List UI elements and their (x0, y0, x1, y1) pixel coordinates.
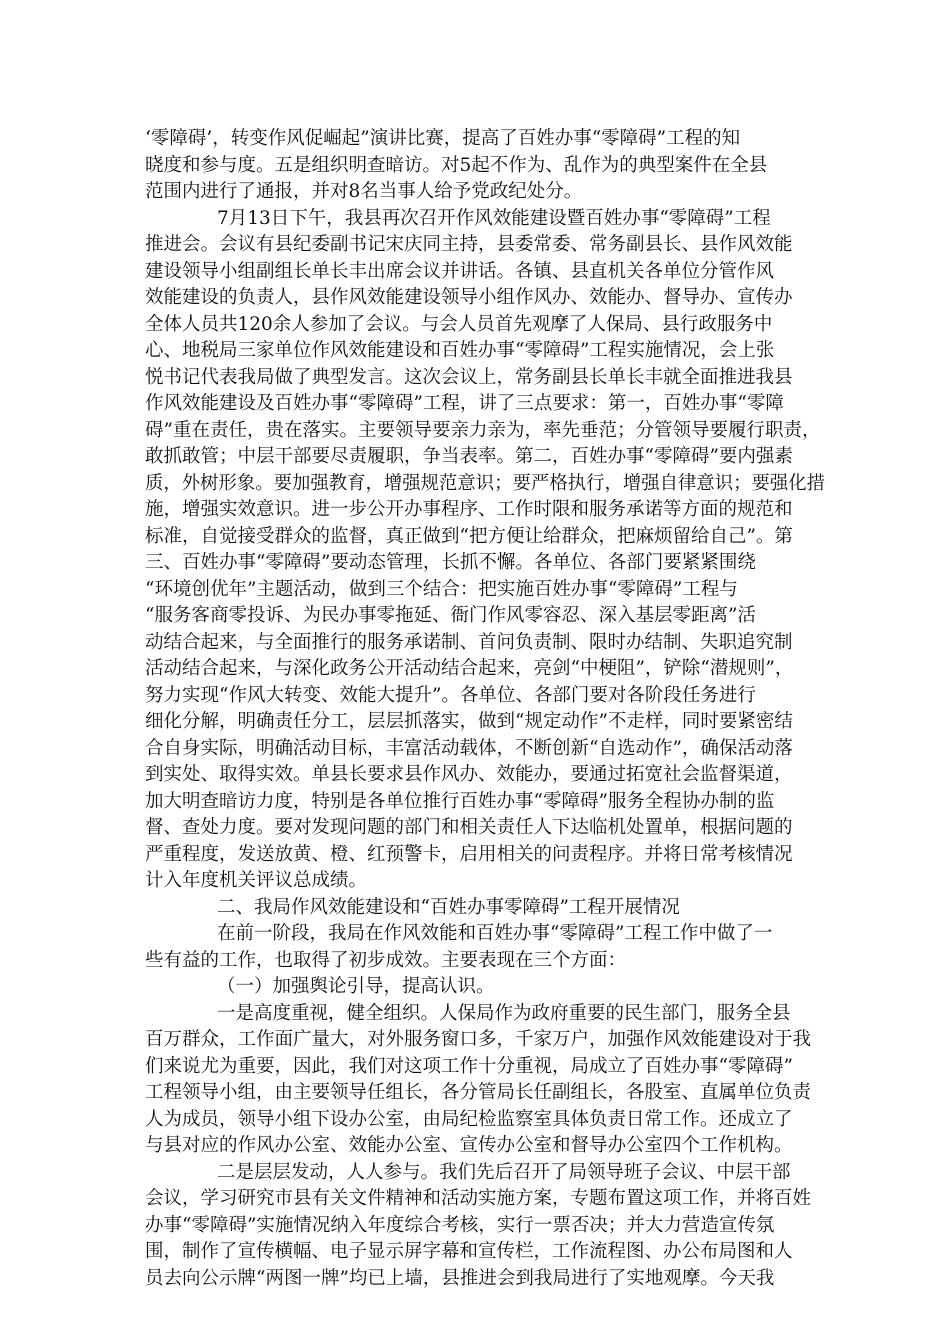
text-line: 在前一阶段，我局在作风效能和百姓办事“零障碍”工程工作中做了一 (217, 923, 773, 944)
text-line: 些有益的工作，也取得了初步成效。主要表现在三个方面： (145, 949, 627, 971)
text-line: 效能建设的负责人，县作风效能建设领导小组作风办、效能办、督导办、宣传办 (145, 287, 793, 308)
text-line: 二、我局作风效能建设和“百姓办事零障碍”工程开展情况 (217, 896, 680, 918)
text-line: 合自身实际，明确活动目标，丰富活动载体，不断创新“自选动作”，确保活动落 (145, 737, 793, 759)
text-line: 努力实现“作风大转变、效能大提升”。各单位、各部门要对各阶段任务进行 (145, 684, 756, 706)
text-line: ‘零障碍’，转变作风促崛起”演讲比赛，提高了百姓办事“零障碍”工程的知 (145, 128, 741, 149)
text-line: 督、查处力度。要对发现问题的部门和相关责任人下达临机处置单，根据问题的 (145, 817, 793, 838)
text-line: 作风效能建设及百姓办事“零障碍”工程，讲了三点要求：第一，百姓办事“零障 (145, 393, 784, 414)
text-line: 敢抓敢管；中层干部要尽责履职，争当表率。第二，百姓办事“零障碍”要内强素 (145, 446, 793, 467)
text-line: 百万群众，工作面广量大，对外服务窗口多，千家万户，加强作风效能建设对于我 (145, 1029, 812, 1050)
document-body (145, 126, 825, 1292)
text-line: 范围内进行了通报，并对8名当事人给予党政纪处分。 (145, 181, 583, 202)
text-line: “服务客商零投诉、为民办事零拖延、衙门作风零容忍、深入基层零距离”活 (145, 605, 756, 626)
text-line: 员去向公示牌“两图一牌”均已上墙，县推进会到我局进行了实地观摩。今天我 (145, 1267, 775, 1289)
text-line: 三、百姓办事“零障碍”要动态管理，长抓不懈。各单位、各部门要紧紧围绕 (145, 552, 756, 573)
text-line: “环境创优年”主题活动，做到三个结合：把实施百姓办事“零障碍”工程与 (145, 578, 738, 600)
text-line: 7月13日下午，我县再次召开作风效能建设暨百姓办事“零障碍”工程 (217, 207, 771, 229)
text-line: 二是层层发动，人人参与。我们先后召开了局领导班子会议、中层干部 (217, 1161, 791, 1183)
text-line: 们来说尤为重要，因此，我们对这项工作十分重视，局成立了百姓办事“零障碍” (145, 1055, 793, 1077)
text-line: 与县对应的作风办公室、效能办公室、宣传办公室和督导办公室四个工作机构。 (145, 1135, 793, 1156)
text-line: 动结合起来，与全面推行的服务承诺制、首问负责制、限时办结制、失职追究制 (145, 631, 793, 653)
text-line: 加大明查暗访力度，特别是各单位推行百姓办事“零障碍”服务全程协办制的监 (145, 790, 775, 812)
text-line: 工程领导小组，由主要领导任组长，各分管局长任副组长，各股室、直属单位负责 (145, 1082, 812, 1103)
text-line: 围，制作了宣传横幅、电子显示屏字幕和宣传栏，工作流程图、办公布局图和人 (145, 1241, 793, 1262)
text-line: 到实处、取得实效。单县长要求县作风办、效能办，要通过拓宽社会监督渠道， (145, 764, 793, 785)
text-line: 推进会。会议有县纪委副书记宋庆同主持，县委常委、常务副县长、县作风效能 (145, 234, 793, 255)
text-line: 办事“零障碍”实施情况纳入年度综合考核，实行一票否决；并大力营造宣传氛 (145, 1214, 775, 1236)
text-line: 悦书记代表我局做了典型发言。这次会议上，常务副县长单长丰就全面推进我县 (145, 366, 793, 388)
text-line: 一是高度重视，健全组织。人保局作为政府重要的民生部门，服务全县 (217, 1002, 791, 1024)
text-line: 细化分解，明确责任分工，层层抓落实，做到“规定动作”不走样，同时要紧密结 (145, 711, 793, 732)
text-line: 全体人员共120余人参加了会议。与会人员首先观摩了人保局、县行政服务中 (145, 313, 773, 335)
text-line: 建设领导小组副组长单长丰出席会议并讲话。各镇、县直机关各单位分管作风 (145, 260, 775, 282)
text-line: 质，外树形象。要加强教育，增强规范意识；要严格执行，增强自律意识；要强化措 (145, 472, 825, 494)
text-line: 会议，学习研究市县有关文件精神和活动实施方案，专题布置这项工作，并将百姓 (145, 1188, 812, 1209)
text-line: 施，增强实效意识。进一步公开办事程序、工作时限和服务承诺等方面的规范和 (145, 499, 793, 520)
text-line: （一）加强舆论引导，提高认识。 (217, 976, 495, 997)
text-line: 人为成员，领导小组下设办公室，由局纪检监察室具体负责日常工作。还成立了 (145, 1108, 793, 1130)
text-line: 碍”重在责任，贵在落实。主要领导要亲力亲为，率先垂范；分管领导要履行职责， (145, 419, 821, 441)
text-line: 标准，自觉接受群众的监督，真正做到“把方便让给群众，把麻烦留给自己”。第 (145, 525, 793, 547)
text-line: 活动结合起来，与深化政务公开活动结合起来，亮剑“中梗阻”，铲除“潜规则”， (145, 658, 794, 679)
text-line: 严重程度，发送放黄、橙、红预警卡，启用相关的问责程序。并将日常考核情况 (145, 843, 793, 865)
text-line: 计入年度机关评议总成绩。 (145, 870, 368, 891)
text-line: 晓度和参与度。五是组织明查暗访。对5起不作为、乱作为的典型案件在全县 (145, 154, 768, 176)
text-line: 心、地税局三家单位作风效能建设和百姓办事“零障碍”工程实施情况，会上张 (145, 340, 775, 361)
